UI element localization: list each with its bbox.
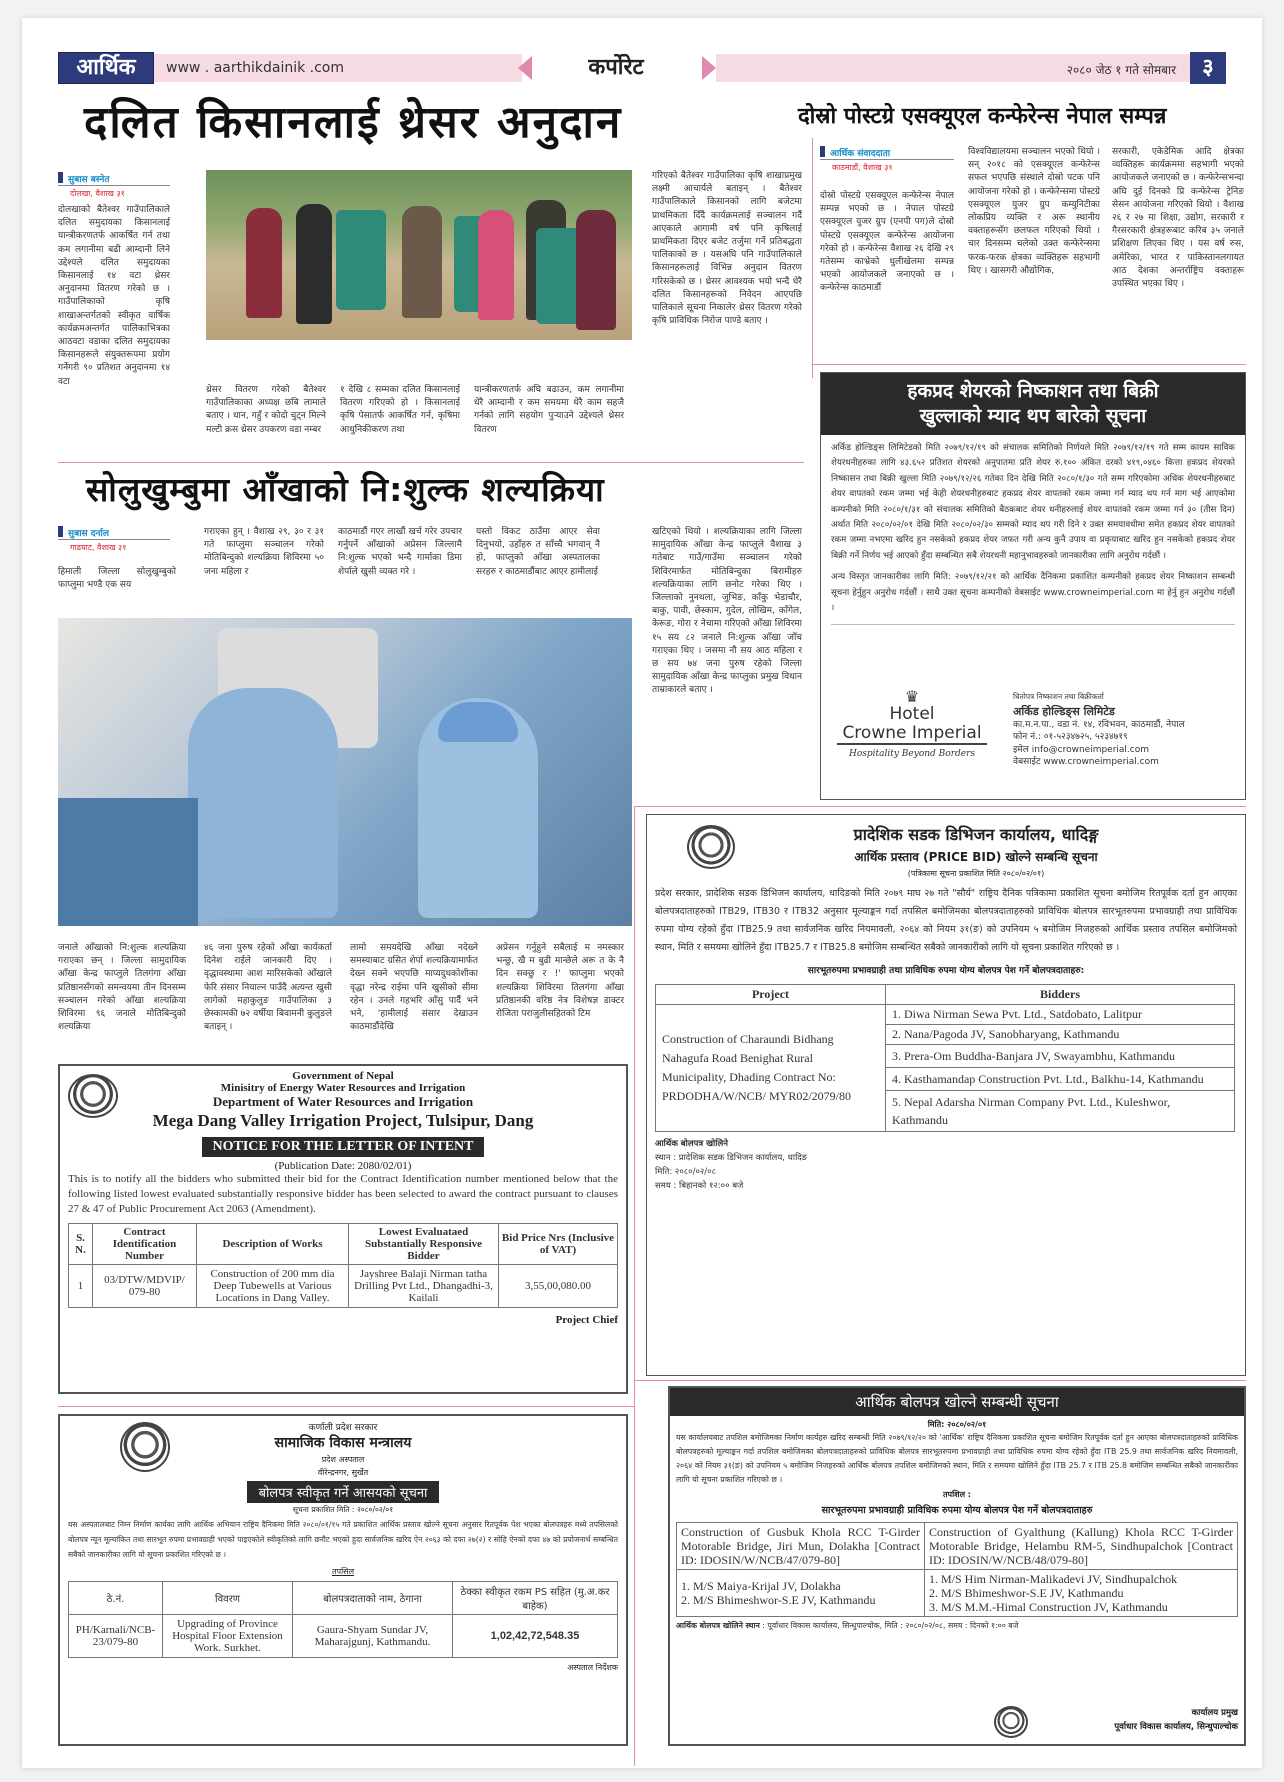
rights-share-notice	[820, 372, 1246, 800]
hotel-logo-name: Crowne Imperial	[837, 723, 987, 745]
notice-body: प्रदेश सरकार, प्रादेशिक सडक डिभिजन कार्यालय, धादिङको मिति २०७९ माघ २७ गते "सौर्य" राष्ट्रिय दैनिक पत्रिकामा प्रकाशित सूचना बमोजिम रितपूर्वक दर्ता हुन आएका बोलपत्रदाताहरुको ITB29, ITB30 र ITB32 अनुसार मूल्याङ्कन गर्दा तपसिल बमोजिमका बोलपत्रदाताहरुको प्राविधिक बोलपत्र सारभूतरुपमा प्रभावग्राही तथा प्राविधिक रुपमा योग्य रहेको हुँदा ITB25.9 तथा सार्वजनिक खरिद नियमावली, २०६४ को नियम ३१(ङ) को उपनियम ५ बमोजिम निजहरुको आर्थिक प्रस्ताव तपसिल बमोजिमको स्थान, मिति र समयमा खोलिने हुँदा ITB25.7 र ITB25.8 बमोजिम सम्बन्धित सबैको जानकारीको लागि यो सूचना प्रकाशित गरिएको छ ।	[655, 888, 1237, 953]
article2-byline	[820, 146, 954, 173]
bidder-item: 1. M/S Him Nirman-Malikadevi JV, Sindhupalchok	[929, 1572, 1178, 1586]
signature-title: कार्यालय प्रमुख	[1191, 1708, 1238, 1718]
opening-label: आर्थिक बोलपत्र खोलिने	[655, 1139, 728, 1149]
notice-title	[821, 373, 1245, 435]
notice-banner: NOTICE FOR THE LETTER OF INTENT	[202, 1137, 483, 1157]
ministry-line: सामाजिक विकास मन्त्रालय	[274, 1435, 412, 1451]
article3-bottom-column-4: अप्रेसन गर्नुहुने सबैलाई म नमस्कार भन्छु, खै म बुढी मान्छेले अरू त के नै दिन सक्छु र !' फाप्लुमा भएको शल्यक्रिया शिविरमा तिलगंगा आँखा प्रतिष्ठानकी वरिष्ठ नेत्र विशेषज्ञ डाक्टर रोजिता पराजुलीसहितको टिम	[496, 943, 624, 1020]
article3-byline	[58, 526, 170, 553]
column-header: ठेक्का स्वीकृत रकम PS सहित (मु.अ.कर बाहेक)	[453, 1582, 618, 1615]
price-bid-notice	[646, 814, 1246, 1376]
notice-title-line2: खुल्लाको म्याद थप बारेको सूचना	[919, 405, 1147, 427]
table-cell: 3,55,00,080.00	[499, 1265, 618, 1308]
person-figure	[296, 204, 332, 324]
column-header-bidders: Bidders	[886, 985, 1235, 1005]
issuer-email[interactable]: इमेल info@crowneimperial.com	[1013, 744, 1150, 755]
table-cell: 1,02,42,72,548.35	[453, 1615, 618, 1658]
section-divider	[634, 806, 1246, 807]
publication-date: (पत्रिकामा सूचना प्रकाशित मिति २०८०/०२/०१)	[907, 869, 1045, 878]
table-cell: 03/DTW/MDVIP/ 079-80	[93, 1265, 197, 1308]
column-header: ठे.नं.	[69, 1582, 163, 1615]
bidder-item: 1. M/S Maiya-Krijal JV, Dolakha	[681, 1579, 841, 1593]
table-cell: PH/Karnali/NCB-23/079-80	[69, 1615, 163, 1658]
article3-top-column-2: गराएका हुन् । वैशाख २९, ३० र ३१ गते फाप्लुमा सञ्चालन गरेको मोतिबिन्दुको शल्यक्रिया शिविरमा ५० जना महिला र	[204, 527, 324, 577]
person-figure	[478, 210, 514, 320]
signature: अस्पताल निर्देशक	[567, 1663, 618, 1672]
issue-date: २०८० जेठ १ गते सोमबार	[1066, 63, 1176, 77]
bidders-cell	[677, 1570, 925, 1617]
section-divider	[812, 364, 1246, 365]
triangle-left-icon	[518, 56, 532, 80]
notice-title: आर्थिक बोलपत्र खोल्ने सम्बन्धी सूचना	[670, 1388, 1244, 1416]
bidder-cell: 3. Prera-Om Buddha-Banjara JV, Swayambhu, Kathmandu	[886, 1045, 1235, 1068]
dateline: काठमाडौं, वैशाख ३१	[832, 163, 893, 172]
issuer-details	[1013, 691, 1233, 769]
column-header: Bid Price Nrs (Inclusive of VAT)	[499, 1224, 618, 1265]
section-divider	[634, 1380, 1246, 1381]
opening-label: आर्थिक बोलपत्र खोलिने स्थान	[676, 1621, 760, 1630]
bidder-cell: 5. Nepal Adarsha Nirman Company Pvt. Ltd., Kuleshwor, Kathmandu	[886, 1091, 1235, 1132]
page-header	[58, 50, 1226, 86]
article1-column-5: गरिएको बैतेश्वर गाउँपालिका कृषि शाखाप्रमुख लक्ष्मी आचार्यले बताइन् । बैतेश्वर गाउँपालिकाले किसानको लागि बजेटमा प्राथमिकता दिँदै कार्यक्रमलाई सञ्चालन गर्दै आएकाले आगामी वर्ष पनि कृषिलाई प्राथमिकता दिएर बजेट तर्जुमा गर्ने प्रतिबद्धता पालिकाको छ । यसअघि पनि गाउँपालिकाले किसानहरूलाई विभिन्न अनुदान वितरण गरिसकेको छ । थ्रेसर आवश्यक भयो भन्दै धेरै दलित किसानहरूको निवेदन आएपछि पालिकाले सूचना निकालेर थ्रेसर वितरण गरेको कृषि प्राविधिक निरोज पाण्डे बताए ।	[652, 171, 802, 327]
article2-column-3: सरकारी, एकेडेमिक आदि क्षेत्रका व्यक्तिहरू कार्यक्रममा सहभागी भएको आयोजकले जनाएको छ । कन्फेरेन्सभन्दा अघि दुई दिनको प्रि कन्फेरेन्स ट्रेनिङ सेसन आयोजना गरिएको थियो । वैशाख २६ र २७ मा शिक्षा, उद्योग, सरकारी र गैरसरकारी क्षेत्रहरूबाट करिब ३५ जनाले प्रशिक्षण लिएका थिए । यस वर्ष रुस, अमेरिका, भारत र पाकिस्तानलगायत आठ देशका अन्तर्राष्ट्रिय वक्ताहरू उपस्थित भएका थिए ।	[1112, 147, 1244, 290]
article3-top-column-3: काठमाडौं गएर लाखौं खर्च गरेर उपचार गर्नुपर्ने आँखाको अप्रेसन जिल्लामै नि:शुल्क भएको भन्दै गार्माका डिमा शेर्पाले खुसी व्यक्त गरे ।	[338, 527, 462, 577]
article3-bottom-column-1: जनाले आँखाको नि:शुल्क शल्यक्रिया गराएका छन् । जिल्ला सामुदायिक आँखा केन्द्र फाप्लुले तिलगंगा आँखा प्रतिष्ठानसँगको समन्वयमा तीन दिनसम्म सञ्चालन गरेको आँखा शल्यक्रिया शिविरमा ९६ जनाले मोतिबिन्दुको शल्यक्रिया	[58, 943, 186, 1033]
bidder-cell: 4. Kasthamandap Construction Pvt. Ltd., Balkhu-14, Kathmandu	[886, 1068, 1235, 1091]
hotel-logo-word: Hotel	[889, 704, 935, 724]
newspaper-page	[22, 18, 1262, 1768]
opening-date: मिति: २०८०/०२/०८	[655, 1167, 716, 1177]
province-line: कर्णाली प्रदेश सरकार	[308, 1423, 378, 1433]
award-table	[68, 1223, 618, 1308]
column-header: S. N.	[69, 1224, 93, 1265]
issuer-phone: फोन नं.: ०१-५२३४७२५, ५२३४७१९	[1013, 732, 1128, 743]
bid-acceptance-notice	[58, 1414, 628, 1746]
article2-column-1: दोस्रो पोस्टग्रे एसक्यूएल कन्फेरेन्स नेपाल सम्पन्न भएको छ । नेपाल पोस्टग्रे एसक्यूएल युजर ग्रुप (एनपी पग)ले दोस्रो पोस्टग्रे एसक्यूएल कन्फेरेन्स आयोजना गरेको हो । कन्फेरेन्स वैशाख २६ देखि २९ गतेसम्म काभ्रेको धुलीखेलमा सम्पन्न भएको आयोजकले जनाएको छ । कन्फेरेन्स काठमाडौं	[820, 191, 954, 294]
nepal-emblem-icon	[994, 1706, 1028, 1738]
article1-column-3: १ देखि ८ सम्मका दलित किसानलाई वितरण गरिएको हो । किसानलाई कृषि पेसातर्फ आकर्षित गर्न, कृषिमा आधुनिकीकरण तथा	[340, 385, 460, 435]
column-header: Contract Identification Number	[93, 1224, 197, 1265]
column-header: Description of Works	[197, 1224, 349, 1265]
article2-column-2: विश्वविद्यालयमा सञ्चालन भएको थियो । सन् २०१८ को एसक्यूएल कन्फेरेन्स सफल भएपछि संस्थाले दोस्रो पटक पनि आयोजना गरेको हो । कन्फेरेन्समा पोस्टग्रे एसक्यूएल युजर ग्रुप कम्युनिटीका लोकप्रिय व्यक्ति र अरू स्थानीय वक्ताहरूसँग छलफल गरिएको थियो । चार दिनसम्म चलेको उक्त कन्फेरेन्समा फरक-फरक क्षेत्रका व्यक्तिहरू सहभागी थिए । खासगरी औद्योगिक,	[968, 147, 1100, 276]
bidder-item: 2. M/S Bhimeshwor-S.E JV, Kathmandu	[681, 1593, 876, 1607]
surgical-drape	[58, 798, 198, 926]
article3-headline: सोलुखुम्बुमा आँखाको नि:शुल्क शल्यक्रिया	[86, 470, 605, 509]
column-divider	[812, 138, 813, 378]
opening-details	[670, 1617, 1244, 1631]
bidders-table	[655, 984, 1235, 1132]
government-line: Government of Nepal	[292, 1070, 394, 1082]
table-cell: Construction of 200 mm dia Deep Tubewells at Various Locations in Dang Valley.	[197, 1265, 349, 1308]
project-line: Mega Dang Valley Irrigation Project, Tulsipur, Dang	[152, 1111, 534, 1130]
column-header: बोलपत्रदाताको नाम, ठेगाना	[293, 1582, 453, 1615]
signature-office: पूर्वाधार विकास कार्यालय, सिन्धुपाल्चोक	[1114, 1722, 1238, 1732]
notice-title-line1: हकप्रद शेयरको निष्काशन तथा बिक्री	[907, 380, 1159, 402]
notice-body-2: अन्य विस्तृत जानकारीका लागि मिति: २०७९/१२/२१ को आर्थिक दैनिकमा प्रकाशित कम्पनीको हकप्रद शेयर निष्काशन सम्बन्धी सूचना हेर्नुहुन अनुरोध गर्दछौं । साथै उक्त सूचना कम्पनीको वेबसाईट www.crowneimperial.com मा हेर्नु हुन अनुरोध गर्दछौं ।	[831, 572, 1235, 614]
issuer-name: अर्किड होल्डिङ्स लिमिटेड	[1013, 704, 1115, 718]
department-line: Department of Water Resources and Irrigation	[212, 1094, 474, 1109]
section-divider	[58, 1406, 634, 1407]
author-name: सुबास दर्नाल	[58, 526, 170, 540]
hotel-logo	[837, 689, 987, 759]
article2-headline: दोस्रो पोस्टग्रे एसक्यूएल कन्फेरेन्स नेपाल सम्पन्न	[798, 104, 1167, 129]
bidder-cell: 2. Nana/Pagoda JV, Sanobharyang, Kathmandu	[886, 1025, 1235, 1045]
section-title: कर्पोरेट	[588, 55, 644, 80]
column-header: विवरण	[163, 1582, 293, 1615]
page-number: ३	[1190, 52, 1226, 84]
issuer-label: धितोपत्र निष्काशन तथा बिक्रीकर्ता	[1013, 692, 1104, 701]
economic-bid-opening-notice	[668, 1386, 1246, 1746]
table-caption: सारभूतरुपमा प्रभावग्राही प्राविधिक रुपमा योग्य बोलपत्र पेश गर्ने बोलपत्रदाताहरु	[821, 1505, 1093, 1516]
table-cell: Jayshree Balaji Nirman tatha Drilling Pvt Ltd., Dhangadhi-3, Kailali	[349, 1265, 499, 1308]
ministry-line: Minisitry of Energy Water Resources and Irrigation	[220, 1082, 466, 1094]
article3-bottom-column-2: ४६ जना पुरुष रहेको आँखा कार्यकर्ता दिनेश राईले जानकारी दिए । वृद्धावस्थामा आश मारिसकेको आँखाले फेरि संसार नियाल्न पाउँदै अत्यन्त खुसी लागेको महाकुलुङ गाउँपालिका ३ छेस्कामकी ७२ वर्षीया बिवामनी कुलुङले बताइन् ।	[204, 943, 332, 1033]
issuer-address: का.म.न.पा., वडा नं. १४, रविभवन, काठमाडौं, नेपाल	[1013, 719, 1185, 730]
publication-date: सूचना प्रकाशित मिति : २०८०/०२/०१	[292, 1505, 394, 1514]
article3-top-column-1: हिमाली जिल्ला सोलुखुम्बुको फाप्लुमा भण्डै एक सय	[58, 567, 176, 591]
author-name: सुबास बस्नेत	[58, 172, 170, 186]
article1-headline: दलित किसानलाई थ्रेसर अनुदान	[84, 97, 623, 148]
project-cell: Construction of Charaundi Bidhang Nahagufa Road Benighat Rural Municipality, Dhading Contract No: PRDODHA/W/NCB/ MYR02/2079/80	[656, 1005, 886, 1132]
triangle-right-icon	[702, 56, 716, 80]
notice-date: मिति: २०८०/०२/०१	[927, 1420, 987, 1429]
surgeon-figure	[188, 688, 338, 918]
notice-body: This is to notify all the bidders who submitted their bid for the Contract Identification number mentioned below that the following listed lowest evaluated substantially responsive bidder has been selected to award the contract pursuant to clauses 27 & 47 of Public Procurement Act 2063 (Amendment).	[68, 1173, 618, 1215]
column-header: Lowest Evaluataed Substantially Responsive Bidder	[349, 1224, 499, 1265]
opening-time: समय : बिहानको १२:०० बजे	[655, 1181, 744, 1191]
column-header-project: Project	[656, 985, 886, 1005]
website-link[interactable]: www . aarthikdainik .com	[166, 60, 345, 76]
thresher-machine	[336, 210, 386, 310]
details-label: तपशिल :	[942, 1490, 972, 1499]
hotel-tagline: Hospitality Beyond Borders	[848, 749, 976, 759]
opening-info: : पूर्वाधार विकास कार्यालय, सिन्धुपाल्चोक, मिति : २०८०/०२/०८, समय : दिनको १:०० बजे	[759, 1621, 1019, 1630]
bidder-item: 3. M/S M.M.-Himal Construction JV, Kathmandu	[929, 1600, 1168, 1614]
opening-details	[647, 1132, 1245, 1193]
bidders-cell	[925, 1570, 1238, 1617]
notice-subtitle: आर्थिक प्रस्ताव (PRICE BID) खोल्ने सम्बन्धि सूचना	[854, 850, 1098, 864]
notice-body: यस कार्यालयबाट तपशिल बमोजिमका निर्माण कार्यहरु खरिद सम्बन्धी मिति २०७९/१२/२० को 'आर्थिक' राष्ट्रिय दैनिकमा प्रकाशित सूचना बमोजिम रितपूर्वक दर्ता हुन आएका बोलपत्रदाताहरुको प्राविधिक बोलपत्रहरुको मूल्याङ्कन गर्दा तपशिल बमोजिमका बोलपत्रदाताहरुको प्राविधिक बोलपत्र सारभूतरुपमा प्रभावग्राही तथा प्राविधिक रुपमा योग्य रहेको हुँदा ITB 25.9 तथा सार्वजनिक खरिद नियमावली, २०६४ को नियम ३१(ङ) को उपनियम ५ बमोजिम निजहरुको आर्थिक बोलपत्र तपशिल बमोजिमको स्थान, मिति र समयमा खोलिने हुँदा ITB 25.7 र ITB 25.8 बमोजिम सम्बन्धित सबैको जानकारीका लागि यो सूचना प्रकाशित गरिएको छ ।	[676, 1433, 1238, 1484]
publication-date: (Publication Date: 2080/02/01)	[274, 1160, 412, 1172]
article1-byline	[58, 172, 170, 199]
notice-body: अर्किड होल्डिङ्स लिमिटेडको मिति २०७९/१२/१९ को संचालक समितिको निर्णयले मिति २०७९/१२/१९ गते सम्म कायम साविक शेयरधनीहरुका लागि ४३.६५२ प्रतिशत शेयरको अनुपातमा प्रति शेयर रु.१०० अंकित दरको ४१९,०४६० कित्ता हकप्रद शेयरको निष्कासन तथा बिक्री खुल्ला मिति २०७९/१२/२६ गतेका दिन देखि मिति २०८०/१/३० गते सम्म गरिएकोमा अधिक शेयरधनीहरुबाट शेयर वापतको रकम जम्मा भई केही शेयरधनीहरुबाट हकप्रद शेयर वापतको रकम जम्मा गर्न म्याद थप गर्न माग भई आएकोमा कम्पनीको मिति २०८०/१/३१ को संचालक समितिको बैठकबाट शेयर धनीहरुलाई शेयर वापतको रकम जम्मा गर्न ३० (तीस दिन) अर्थात मिति २०८०/०२/०१ देखि मिति २०८०/०२/३० सम्मको म्याद थप गरी दिने र उक्त समयावधीमा समेत हकप्रद शेयर वापतको रकम जम्मा नभएमा खरिद हुन नसकेको हकप्रद शेयर जफत गरी अन्य कुनै उपाय वा प्रकृयाबाट खरिद हुन नसकेको हकप्रद शेयर बिक्री गर्ने निर्णय भई आएको हुँदा सम्बन्धित सबै शेयरधनी महानुभावहरुको जानकारीका लागि अनुरोध गर्दछौं ।	[831, 443, 1235, 561]
office-title: प्रादेशिक सडक डिभिजन कार्यालय, धादिङ्ग	[853, 825, 1099, 844]
bidder-item: 2. M/S Bhimeshwor-S.E JV, Kathmandu	[929, 1586, 1124, 1600]
table-cell: Gaura-Shyam Sundar JV, Maharajgunj, Kathmandu.	[293, 1615, 453, 1658]
nepal-emblem-icon	[68, 1074, 118, 1118]
article3-side-column: खटिएको थियो । शल्यक्रियाका लागि जिल्ला सामुदायिक आँखा केन्द्र फाप्लुले वैशाख ३ गतेबाट गाउँ/गाउँमा सञ्चालन गरेको शिविरमार्फत मोतिबिन्दुका बिरामीहरु शल्यक्रियाका लागि छनोट गरेका थिए । जिल्लाको नुनथला, जुभिङ, काँकु भेडाचौर, बाकु, पावी, छेस्काम, गुदेल, लोखिम, काँगेल, केरूङ, गोरा र नेचामा गरिएको आँखा शिविरमा १५ सय ८२ जनाले नि:शुल्क आँखा जाँच गराएका थिए । जसमा नौ सय आठ महिला र छ सय ७४ जना पुरुष रहेको जिल्ला सामुदायिक आँखा केन्द्र फाप्लुका प्रमुख विधान ताम्राकारले बताए ।	[652, 527, 802, 696]
article3-bottom-column-3: लामो समयदेखि आँखा नदेख्ने समस्याबाट ग्रसित शेर्पा शल्यक्रियामार्फत देख्न सक्ने भएपछि माप्यदुधकोशीका वृद्धा नरेन्द्र राईमा पनि खुसीको सीमा रहेन । उनले गहभरि आँसु पार्दै भने भने, 'हामीलाई संसार देखाउन काठमाडौंदेखि	[350, 943, 478, 1033]
bidders-table	[676, 1522, 1238, 1617]
crown-icon: ♛	[904, 687, 920, 706]
issuer-website[interactable]: वेबसाईट www.crowneimperial.com	[1013, 757, 1159, 768]
author-name: आर्थिक संवाददाता	[820, 146, 954, 160]
project-cell: Construction of Gusbuk Khola RCC T-Girder Motorable Bridge, Jiri Mun, Dolakha [Contract ID: IDOSIN/W/NCB/47/079-80]	[677, 1523, 925, 1570]
person-figure	[246, 208, 282, 318]
divider	[831, 624, 1235, 625]
person-figure	[402, 206, 442, 318]
opening-place: स्थान : प्रादेशिक सडक डिभिजन कार्यालय, धादिङ	[655, 1153, 808, 1163]
nepal-emblem-icon	[687, 825, 735, 869]
article1-column-1: दोलखाको बैतेश्वर गाउँपालिकाले दलित समुदायका किसानलाई यान्त्रीकरणतर्फ आकर्षित गर्न तथा कम लगानीमा बढी आम्दानी लिने उद्देश्यले दलित समुदायका किसानलाई १४ वटा थ्रेसर अनुदानमा वितरण गरेको छ । गाउँपालिकाको कृषि शाखाअन्तर्गतको स्वीकृत वार्षिक कार्यक्रमअन्तर्गत पालिकाभित्रका आठवटा वडाका दलित समुदायका किसानहरूले संयुक्तरूपमा प्रयोग गर्नेगरी ९० प्रतिशत अनुदानमा १४ वटा	[58, 205, 170, 387]
table-caption: सारभूतरुपमा प्रभावग्राही तथा प्राविधिक रुपमा योग्य बोलपत्र पेश गर्ने बोलपत्रदाताहरु:	[807, 966, 1085, 976]
hospital-line: प्रदेश अस्पताल	[321, 1455, 365, 1464]
project-cell: Construction of Gyalthung (Kallung) Khola RCC T-Girder Motorable Bridge, Helambu RM-5, Sindhupalchok [Contract ID: IDOSIN/W/NCB/48/079-80]	[925, 1523, 1238, 1570]
letter-of-intent-notice	[58, 1064, 628, 1394]
notice-body: यस अस्पतालबाट निम्न निर्माण कार्यका लागि आर्थिक अभियान राष्ट्रिय दैनिकमा मिति २०८०/०१/१५ गते प्रकाशित आर्थिक प्रस्ताव खोल्ने सूचना अनुसार रितपूर्वक पेश भएका बोलपत्रहरु मध्ये तपसिलको बोलपत्र न्यून मूल्यांकित तथा सारभूत रुपमा प्रभावग्राही भएको पाइएकोले स्वीकृतिको लागि छनौट भएको हुदा सार्वजनिक खरिद ऐन २०६३ को दफा २७(२) र सोहि ऐनको दफा ४७ को प्रयोजनार्थ सम्बन्धित सबैको जानकारीका लागि यो सूचना प्रकाशित गरिएको छ ।	[68, 1520, 618, 1559]
table-cell: 1	[69, 1265, 93, 1308]
person-figure	[576, 210, 616, 330]
eye-surgery-photo	[58, 618, 632, 926]
signature: Project Chief	[555, 1314, 618, 1326]
article1-column-4: यान्त्रीकरणतर्फ अघि बढाउन, कम लगानीमा धेरै आम्दानी र कम समयमा धेरै काम सहजै गर्नको लागि सहयोग पुऱ्याउने उद्देश्यले थ्रेसर वितरण	[474, 385, 624, 435]
details-label: तपसिल	[331, 1567, 354, 1576]
location-line: वीरेन्द्रनगर, सुर्खेत	[317, 1468, 369, 1477]
award-table	[68, 1581, 618, 1658]
section-divider	[58, 462, 804, 463]
dateline: दोलखा, वैशाख ३१	[70, 189, 125, 198]
notice-banner: बोलपत्र स्वीकृत गर्ने आसयको सूचना	[247, 1481, 440, 1503]
article1-column-2: थ्रेसर वितरण गरेको बैतेश्वर गाउँपालिकाका अध्यक्ष छबि लामाले बताए । धान, गहुँ र कोदो चुट्न मिल्ने मल्टी क्रस थ्रेसर उपकरण वडा नम्बर	[206, 385, 326, 435]
column-divider	[634, 806, 635, 1766]
newspaper-logo[interactable]: आर्थिक	[58, 52, 154, 84]
article3-top-column-4: यस्तो विकट ठाउँमा आएर सेवा दिनुभयो, उहाँहरु त साँच्चै भगवान् नै हो, फाप्लुको आँखा अस्पतालका सरहरु र काठमाडौंबाट आएर हामीलाई	[476, 527, 600, 577]
nepal-emblem-icon	[120, 1422, 170, 1472]
bidder-cell: 1. Diwa Nirman Sewa Pvt. Ltd., Satdobato, Lalitpur	[886, 1005, 1235, 1025]
signature-block	[1114, 1706, 1238, 1734]
table-cell: Upgrading of Province Hospital Floor Extension Work. Surkhet.	[163, 1615, 293, 1658]
threshers-photo	[206, 170, 632, 340]
dateline: गाढघाट, वैशाख ३१	[70, 543, 127, 552]
